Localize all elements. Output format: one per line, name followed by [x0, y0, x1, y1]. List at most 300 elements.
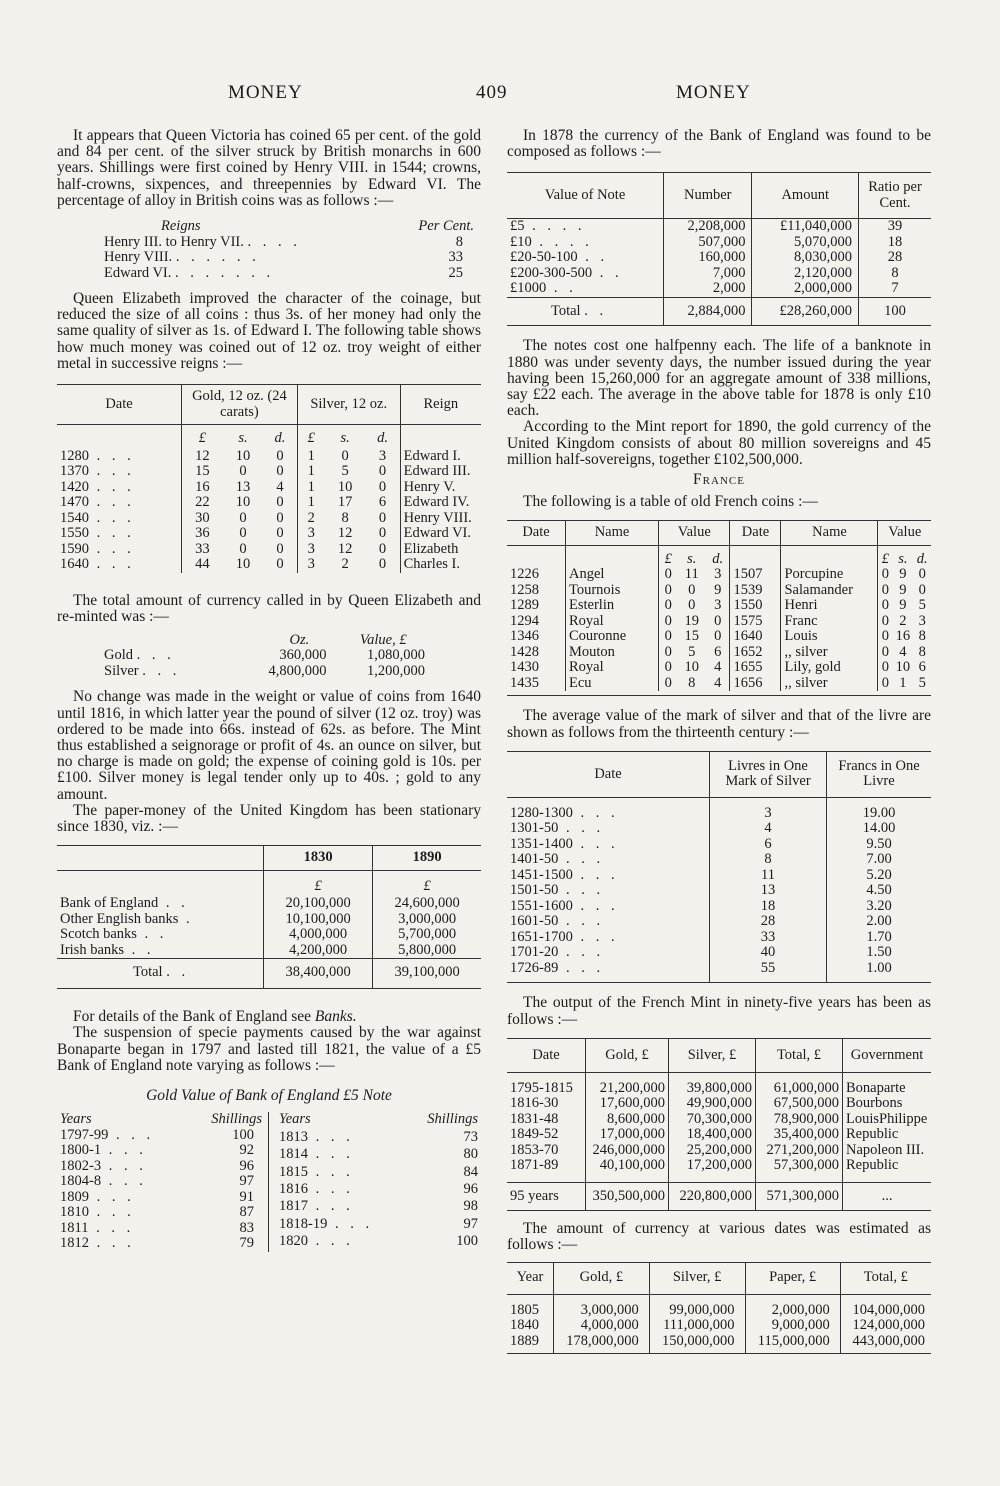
- table-row: [57, 1159, 269, 1175]
- cell: 1346: [510, 628, 539, 645]
- table-row: [507, 868, 931, 884]
- cell: 9: [899, 597, 907, 614]
- table-row: [507, 899, 931, 915]
- cell: 96: [239, 1157, 254, 1174]
- col-header: Date: [594, 765, 622, 782]
- cell: 0: [276, 556, 284, 573]
- cell: Scotch banks . .: [60, 926, 168, 943]
- cell: 80: [463, 1146, 478, 1163]
- col-header: Oz.: [289, 631, 310, 648]
- cell: 7,000: [664, 266, 752, 282]
- cell: 1: [297, 464, 324, 480]
- table-row: [57, 511, 481, 527]
- cell: 0: [378, 525, 387, 542]
- cell: 0: [918, 581, 926, 598]
- paragraph: The notes cost one halfpenny each. The life of a banknote in 1880 was under seventy days, the number issued during the year having been 15,260,000 for an aggregate amount of 338 millions, say £22 each. The average in the above table for 1878 is only £10 each.: [507, 337, 931, 420]
- cell: 2,884,000: [664, 297, 752, 326]
- table-row: [507, 266, 931, 282]
- cell: £20-50-100 . .: [510, 249, 609, 266]
- cell: 1795-1815: [510, 1079, 573, 1096]
- col-header: Reigns: [161, 218, 201, 235]
- col-header: Shillings: [427, 1111, 478, 1128]
- cell: 0: [276, 463, 284, 480]
- cell: 1.00: [827, 961, 932, 977]
- cell: 0: [239, 463, 247, 480]
- cell: 1351-1400 . . .: [510, 835, 619, 852]
- table-row: [507, 281, 931, 297]
- cell: 3: [297, 557, 324, 573]
- cell: 16: [895, 628, 911, 645]
- cell: 10: [337, 478, 353, 495]
- cell: Republic: [843, 1127, 932, 1143]
- paragraph: No change was made in the weight or value of coins from 1640 until 1816, in which latter year the pound of silver (12 oz. troy) was ordered to be made into 66s. instead of 62s. as before. The Mint thus established a seignorage or profit of 4s. an ounce on silver, but no charge is made on gold; the expense of coining gold is 10s. per £100. Silver money is legal tender only up to 40s. ; gold to any amount.: [57, 688, 481, 803]
- cell: Elizabeth: [400, 542, 481, 558]
- table-row: [507, 235, 931, 251]
- cell: 0: [714, 628, 722, 645]
- table-row: [507, 945, 931, 961]
- cell: 25,200,000: [669, 1143, 756, 1159]
- cell: 8: [710, 852, 827, 868]
- cell: 1430: [510, 659, 539, 676]
- cell: 246,000,000: [586, 1143, 669, 1159]
- cell: 28: [710, 914, 827, 930]
- currency-table: [507, 1262, 931, 1355]
- cell: 8,600,000: [586, 1112, 669, 1128]
- table-row: [101, 664, 437, 680]
- cell: 0: [239, 540, 247, 557]
- table-row: [507, 930, 931, 946]
- table-row: [101, 648, 437, 664]
- cell: 97: [239, 1173, 254, 1190]
- col-header: Gold, £: [586, 1038, 669, 1072]
- cell: 33: [182, 542, 223, 558]
- table-row: [57, 1174, 269, 1190]
- cell: 57,300,000: [756, 1158, 843, 1174]
- cell: 1820 . . .: [279, 1233, 354, 1250]
- cell: 0: [378, 540, 387, 557]
- cell: Edward VI.: [400, 526, 481, 542]
- cell: 1451-1500 . . .: [510, 866, 619, 883]
- cell: 1280 . . .: [60, 447, 135, 464]
- running-head-left: MONEY: [228, 82, 303, 103]
- cell: 21,200,000: [586, 1081, 669, 1097]
- cell: 25: [448, 264, 463, 281]
- cell: 73: [463, 1128, 478, 1145]
- col-header: Ratio per Cent.: [859, 173, 932, 219]
- cell: 4: [276, 478, 284, 495]
- cell: 1818-19 . . .: [279, 1215, 374, 1232]
- total-row: [507, 297, 931, 326]
- cell: 17,200,000: [669, 1158, 756, 1174]
- col-header: Date: [730, 521, 781, 546]
- cell: 0: [276, 540, 284, 557]
- paragraph: The output of the French Mint in ninety-five years has been as follows :—: [507, 994, 931, 1028]
- table-row: [57, 1143, 269, 1159]
- cell: 8: [455, 233, 463, 250]
- cell: 4,000,000: [264, 927, 373, 943]
- cell: 95 years: [510, 1187, 559, 1204]
- unit-label: £: [182, 425, 223, 449]
- total-row: [507, 1182, 931, 1211]
- cell: 12: [337, 540, 353, 557]
- cell: ,, silver: [781, 676, 878, 692]
- cell: 38,400,000: [264, 959, 373, 989]
- cell: 97: [463, 1215, 478, 1232]
- cell: 0: [378, 463, 387, 480]
- table-row: [57, 912, 481, 928]
- table-row: [507, 250, 931, 266]
- cell: Henri: [781, 598, 878, 614]
- cell: Irish banks . .: [60, 941, 155, 958]
- cell: 3: [297, 542, 324, 558]
- cell: Gold . . .: [104, 647, 175, 664]
- cell: 3: [714, 597, 722, 614]
- unit-label: d.: [916, 550, 928, 567]
- french-mint-table: [507, 1038, 931, 1212]
- cell: 1,200,000: [367, 662, 425, 679]
- cell: 18: [859, 235, 932, 251]
- cell: 4,200,000: [264, 943, 373, 959]
- table-row: [507, 806, 931, 822]
- cell: 4.50: [827, 883, 932, 899]
- cell: 0: [659, 598, 678, 614]
- cell: 11: [684, 566, 699, 583]
- col-header: Silver, £: [649, 1262, 745, 1294]
- cell: 6: [378, 494, 387, 511]
- cell: 0: [878, 567, 892, 583]
- col-header: Total, £: [756, 1038, 843, 1072]
- cell: 0: [878, 629, 892, 645]
- cell: 9: [899, 566, 907, 583]
- cell: 350,500,000: [586, 1182, 669, 1211]
- cell: 0: [276, 447, 284, 464]
- col-header: 1830: [264, 846, 373, 871]
- unit-label: s.: [898, 550, 908, 567]
- cell: 3,000,000: [373, 912, 481, 928]
- cell: 1370 . . .: [60, 463, 135, 480]
- cell: 61,000,000: [756, 1081, 843, 1097]
- table-row: [507, 660, 931, 676]
- cell: 87: [239, 1204, 254, 1221]
- cell: 150,000,000: [649, 1334, 745, 1350]
- cell: 83: [239, 1219, 254, 1236]
- cell: 15: [182, 464, 223, 480]
- cell: 111,000,000: [649, 1318, 745, 1334]
- cell: 160,000: [664, 250, 752, 266]
- cell: 36: [182, 526, 223, 542]
- cell: 2,208,000: [664, 219, 752, 235]
- cell: 91: [239, 1188, 254, 1205]
- cell: Silver . . .: [104, 662, 181, 679]
- cell: 115,000,000: [745, 1334, 840, 1350]
- cell: 5,800,000: [373, 943, 481, 959]
- cell: 40: [710, 945, 827, 961]
- table-row: [101, 266, 477, 282]
- paragraph: It appears that Queen Victoria has coined 65 per cent. of the gold and 84 per cent. of the silver struck by British monarchs in 600 years. Shillings were first coined by Henry VIII. in 1544; crowns, half-crowns, sixpences, and threepennies by Edward VI. The percentage of alloy in British coins was as follows :—: [57, 127, 481, 209]
- cell: Louis: [781, 629, 878, 645]
- paragraph: The amount of currency at various dates was estimated as follows :—: [507, 1220, 931, 1254]
- cell: 571,300,000: [756, 1182, 843, 1211]
- cell: Royal: [566, 660, 659, 676]
- table-row: [507, 598, 931, 614]
- unit-label: s.: [238, 430, 248, 447]
- cell: 10: [684, 659, 699, 676]
- cell: 0: [378, 478, 387, 495]
- cell: 0: [276, 509, 284, 526]
- left-column: [57, 128, 481, 1252]
- cell: 1655: [730, 660, 781, 676]
- cell: 100: [859, 297, 932, 326]
- cell: 3: [297, 526, 324, 542]
- cell: 1810 . . .: [60, 1204, 135, 1221]
- cell: 1656: [730, 676, 781, 692]
- cell: 35,400,000: [756, 1127, 843, 1143]
- cell: 6: [714, 643, 722, 660]
- cell: 5: [341, 463, 349, 480]
- cell: 17: [337, 494, 353, 511]
- table-row: [507, 567, 931, 583]
- paragraph: The suspension of specie payments caused by the war against Bonaparte began in 1797 and lasted till 1821, the value of a £5 Bank of England note varying as follows :—: [57, 1024, 481, 1074]
- cell: 1226: [510, 566, 539, 583]
- col-header: Year: [516, 1269, 544, 1286]
- paragraph: The paper-money of the United Kingdom has been stationary since 1830, viz. :—: [57, 801, 481, 836]
- cell: 1539: [730, 583, 781, 599]
- table-row: [269, 1234, 481, 1251]
- cell: 28: [859, 250, 932, 266]
- cell: 2,000: [664, 281, 752, 297]
- cell: 0: [688, 597, 696, 614]
- cell: 1831-48: [510, 1110, 559, 1127]
- paragraph: Queen Elizabeth improved the character of the coinage, but reduced the size of all coins : thus 3s. of her money had only the same quality of silver as 1s. of Edward I. The following table shows how much money was coined out of 12 oz. troy weight of either metal in successive reigns :—: [57, 290, 481, 372]
- cell: 1540 . . .: [60, 509, 135, 526]
- cell: 3,000,000: [554, 1303, 650, 1319]
- cell: 79: [239, 1235, 254, 1252]
- cell: ...: [843, 1182, 932, 1211]
- cell: 1550 . . .: [60, 525, 135, 542]
- unit-label: £: [297, 425, 324, 449]
- table-row: [269, 1182, 481, 1199]
- french-coins-table: [507, 520, 931, 696]
- table-row: [269, 1199, 481, 1216]
- cell: 1.70: [827, 930, 932, 946]
- col-header: Date: [105, 395, 133, 412]
- cell: 12: [337, 525, 353, 542]
- cell: 2: [341, 556, 349, 573]
- cell: 1840: [510, 1317, 539, 1334]
- cell: Charles I.: [400, 557, 481, 573]
- cell: Porcupine: [781, 567, 878, 583]
- cell: 13: [710, 883, 827, 899]
- table-row: [57, 449, 481, 465]
- table-row: [57, 1221, 269, 1237]
- table-row: [507, 1318, 931, 1334]
- cell: 1640 . . .: [60, 556, 135, 573]
- table-row: [507, 676, 931, 692]
- col-header: Date: [532, 1046, 560, 1063]
- cell: 99,000,000: [649, 1303, 745, 1319]
- cell: 6: [918, 659, 926, 676]
- table-row: [57, 495, 481, 511]
- cell: 1550: [730, 598, 781, 614]
- page-number: 409: [476, 82, 508, 103]
- cell: 7.00: [827, 852, 932, 868]
- col-header: Value: [878, 521, 931, 546]
- cell: 33: [710, 930, 827, 946]
- cell: 1590 . . .: [60, 540, 135, 557]
- col-header: Gold, £: [554, 1262, 650, 1294]
- cell: 13: [235, 478, 251, 495]
- col-header: Livres in One Mark of Silver: [710, 751, 827, 797]
- cell: Henry V.: [400, 480, 481, 496]
- cell: Total . .: [551, 302, 608, 319]
- col-header: Francs in One Livre: [827, 751, 932, 797]
- cell: 5,700,000: [373, 927, 481, 943]
- col-header: Paper, £: [745, 1262, 840, 1294]
- cell: 1849-52: [510, 1126, 559, 1143]
- cell: Edward I.: [400, 449, 481, 465]
- cell: 0: [688, 581, 696, 598]
- cell: 9.50: [827, 837, 932, 853]
- table-row: [507, 914, 931, 930]
- cell: 0: [378, 509, 387, 526]
- cell: 0: [276, 494, 284, 511]
- cell: £28,260,000: [752, 297, 859, 326]
- cell: 55: [710, 961, 827, 977]
- cell: 0: [878, 676, 892, 692]
- cell: Henry VIII. . . . . . .: [104, 249, 260, 266]
- cell: 443,000,000: [840, 1334, 931, 1350]
- cell: 8: [688, 674, 696, 691]
- cell: 1401-50 . . .: [510, 851, 605, 868]
- paragraph: According to the Mint report for 1890, the gold currency of the United Kingdom consists of about 80 million sovereigns and 45 million half-sovereigns, together £102,500,000.: [507, 418, 931, 468]
- table-row: [57, 927, 481, 943]
- cell: Edward IV.: [400, 495, 481, 511]
- table-row: [57, 557, 481, 573]
- cell: Bank of England . .: [60, 895, 189, 912]
- cell: 1294: [510, 612, 539, 629]
- table-row: [101, 235, 477, 251]
- cell: 9,000,000: [745, 1318, 840, 1334]
- col-header: Amount: [752, 173, 859, 219]
- cell: 4: [714, 674, 722, 691]
- cell: 5.20: [827, 868, 932, 884]
- section-title: France: [693, 471, 745, 489]
- cell: £10 . . . .: [510, 233, 593, 250]
- cell: 9: [714, 581, 722, 598]
- cell: 6: [710, 837, 827, 853]
- cell: 98: [463, 1198, 478, 1215]
- table-row: [507, 1081, 931, 1097]
- cell: 1701-20 . . .: [510, 944, 605, 961]
- cell: Edward VI. . . . . . . .: [104, 264, 275, 281]
- cell: 33: [448, 249, 463, 266]
- cell: 0: [239, 525, 247, 542]
- table-row: [507, 1334, 931, 1350]
- cell: Henry III. to Henry VII. . . . .: [104, 233, 301, 250]
- cell: 0: [341, 447, 349, 464]
- cell: 1853-70: [510, 1141, 559, 1158]
- cell: Edward III.: [400, 464, 481, 480]
- cell: 1889: [510, 1332, 539, 1349]
- unit-label: d.: [274, 430, 286, 447]
- cell: 39: [859, 219, 932, 235]
- cell: Napoleon III.: [843, 1143, 932, 1159]
- cell: 0: [878, 614, 892, 630]
- cell: 0: [878, 598, 892, 614]
- col-header: Reign: [400, 385, 481, 425]
- col-header: Number: [664, 173, 752, 219]
- paragraph: The average value of the mark of silver and that of the livre are shown as follows from the thirteenth century :—: [507, 707, 931, 741]
- cell: 0: [878, 660, 892, 676]
- cell: 96: [463, 1181, 478, 1198]
- cell: 0: [918, 566, 926, 583]
- cell: 220,800,000: [669, 1182, 756, 1211]
- cell: 24,600,000: [373, 896, 481, 912]
- cell: 8: [859, 266, 932, 282]
- cell: 10: [895, 659, 911, 676]
- cell: 1816 . . .: [279, 1181, 354, 1198]
- cell: 1258: [510, 581, 539, 598]
- cell: 1652: [730, 645, 781, 661]
- col-header: Government: [843, 1038, 932, 1072]
- cell: 20,100,000: [264, 896, 373, 912]
- unit-label: s.: [340, 430, 350, 447]
- cell: £200-300-500 . .: [510, 264, 623, 281]
- coined-table: [57, 384, 481, 573]
- paragraph: In 1878 the currency of the Bank of England was found to be composed as follows :—: [507, 127, 931, 161]
- table-row: [507, 837, 931, 853]
- cell: 100: [456, 1233, 478, 1250]
- cell: Royal: [566, 614, 659, 630]
- cell: 15: [684, 628, 699, 645]
- table-row: [507, 1303, 931, 1319]
- table-row: [57, 1205, 269, 1221]
- cell: 1816-30: [510, 1095, 559, 1112]
- col-header: Per Cent.: [418, 218, 474, 235]
- cell: 104,000,000: [840, 1303, 931, 1319]
- cell: 14.00: [827, 821, 932, 837]
- cell: 0: [878, 583, 892, 599]
- col-header: Name: [566, 521, 659, 546]
- cell: 67,500,000: [756, 1096, 843, 1112]
- cell: 1601-50 . . .: [510, 913, 605, 930]
- cell: 10: [235, 447, 251, 464]
- cell: 1420 . . .: [60, 478, 135, 495]
- cell: 1: [297, 449, 324, 465]
- table-row: [507, 219, 931, 235]
- cell: Henry VIII.: [400, 511, 481, 527]
- cell: 8: [341, 509, 349, 526]
- cell: 1575: [730, 614, 781, 630]
- table-row: [57, 1236, 269, 1252]
- cell: 0: [659, 660, 678, 676]
- cell: Other English banks .: [60, 910, 194, 927]
- cell: 1551-1600 . . .: [510, 897, 619, 914]
- cell: 1815 . . .: [279, 1163, 354, 1180]
- cell: 0: [878, 645, 892, 661]
- unit-label: £: [264, 870, 373, 896]
- table-row: [507, 883, 931, 899]
- table-row: [507, 614, 931, 630]
- cell: 1470 . . .: [60, 494, 135, 511]
- cell: 1428: [510, 643, 539, 660]
- cell: 1802-3 . . .: [60, 1157, 147, 1174]
- paragraph: The following is a table of old French coins :—: [523, 493, 818, 511]
- cell: 3: [378, 447, 387, 464]
- table-row: [269, 1147, 481, 1164]
- cell: 1: [297, 495, 324, 511]
- unit-label: d.: [377, 430, 388, 447]
